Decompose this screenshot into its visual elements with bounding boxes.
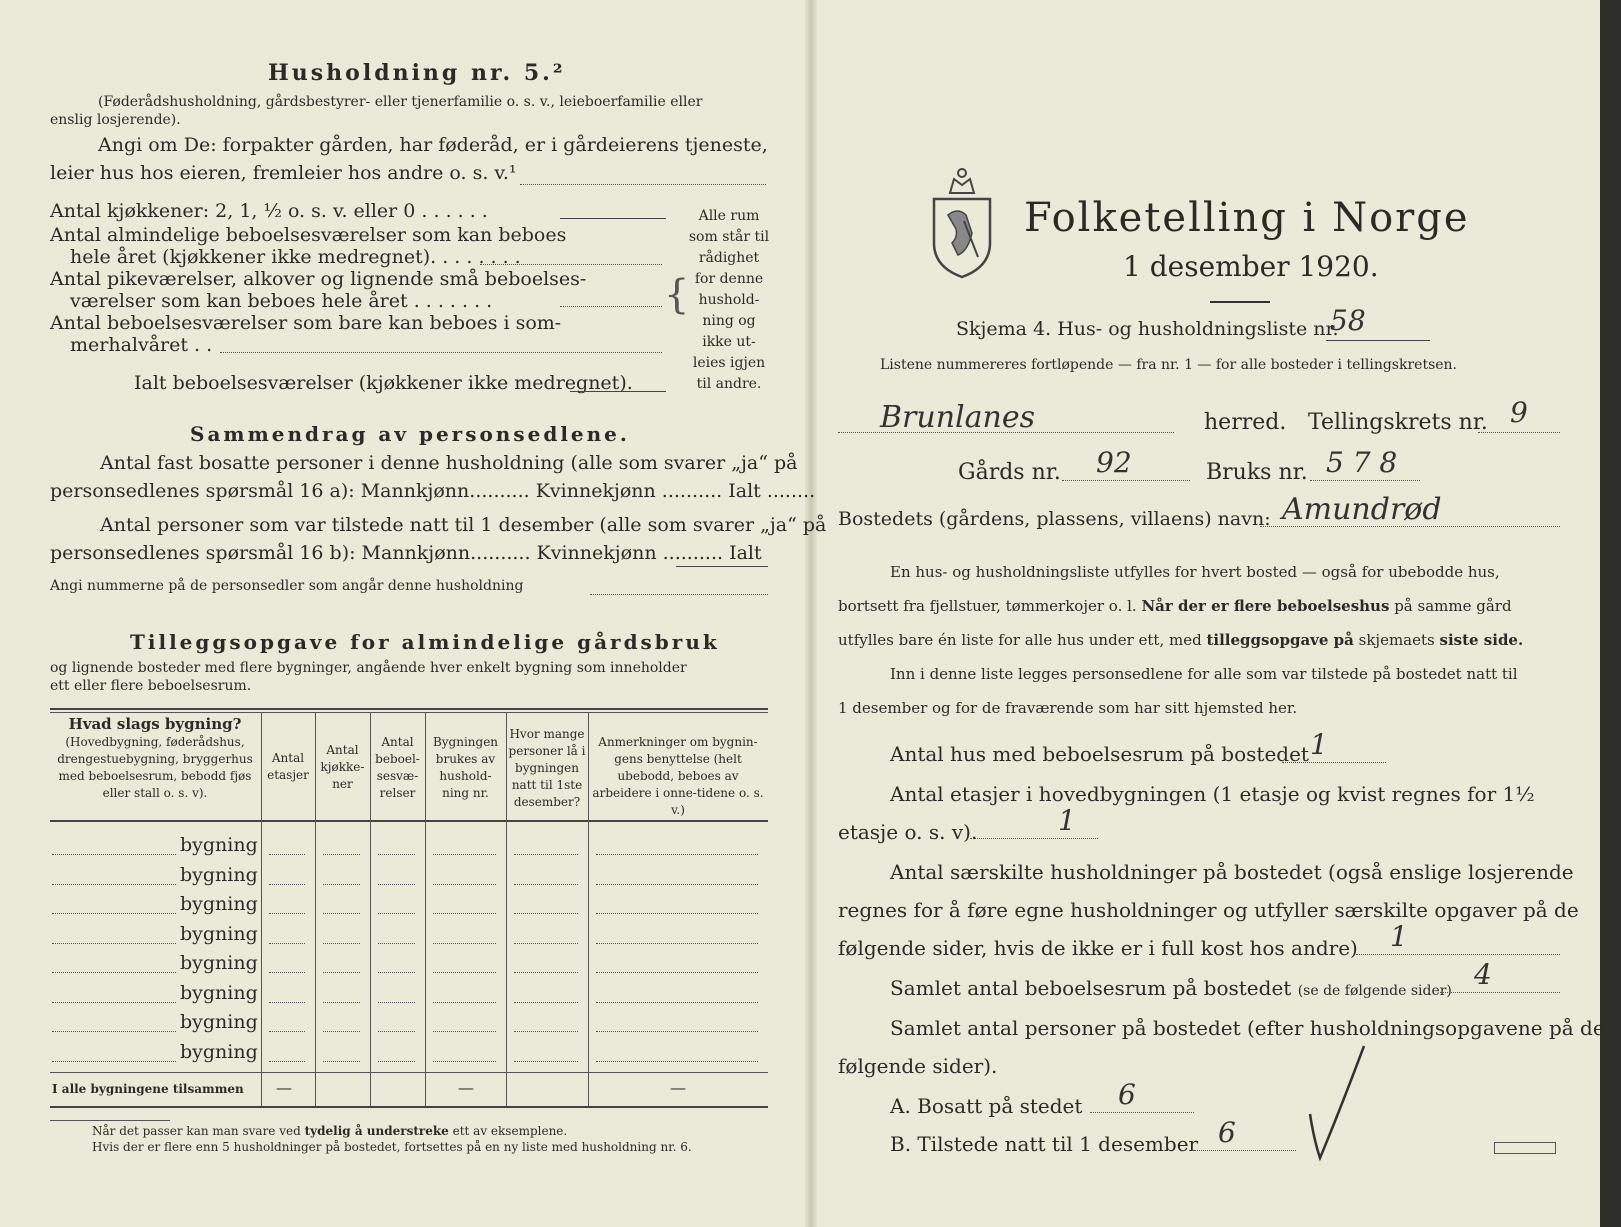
building-cell-line[interactable] (378, 884, 415, 885)
footnote-1-c: ett av eksemplene. (452, 1124, 568, 1138)
building-cell-line[interactable] (269, 972, 305, 973)
summary-line-3: Antal personer som var tilstede natt til 1 desember (alle som svarer „ja“ på (100, 514, 827, 536)
building-cell-line[interactable] (514, 1002, 578, 1003)
building-cell-line[interactable] (269, 884, 305, 885)
tellingskrets-line (1478, 432, 1560, 433)
building-cell-line[interactable] (269, 943, 305, 944)
col-header-building-type-title: Hvad slags bygning? (68, 715, 242, 733)
houses-label: Antal hus med beboelsesrum på bostedet (890, 742, 1309, 766)
building-cell-line[interactable] (378, 943, 415, 944)
bosted-label: Bostedets (gårdens, plassens, villaens) navn: (838, 508, 1271, 530)
building-name-line[interactable] (52, 854, 176, 855)
total-remarks-dash: — (670, 1078, 686, 1097)
persons-label-2: følgende sider). (838, 1054, 998, 1078)
ordinary-rooms-answer-line[interactable] (480, 264, 662, 265)
instructions-line-5: 1 desember og for de fraværende som har sitt hjemsted her. (838, 699, 1298, 717)
building-cell-line[interactable] (596, 854, 758, 855)
building-cell-line[interactable] (514, 884, 578, 885)
households-label-2: regnes for å føre egne husholdninger og utfyller særskilte opgaver på de (838, 898, 1579, 922)
ordinary-rooms-label-1: Antal almindelige beboelsesværelser som kan beboes (50, 224, 567, 246)
rooms-side-note: Alle rum som står til rådighet for denne hushold-ning og ikke ut-leies igjen til andre. (688, 208, 770, 392)
building-cell-line[interactable] (596, 1031, 758, 1032)
total-used-by-dash: — (458, 1078, 474, 1097)
total-rooms-right-label-a: Samlet antal beboelsesrum på bostedet (890, 976, 1292, 1000)
scan-edge (1600, 0, 1621, 1227)
household-heading: Husholdning nr. 5.² (268, 60, 566, 86)
tellingskrets-label: Tellingskrets nr. (1308, 410, 1488, 435)
building-cell-line[interactable] (596, 884, 758, 885)
table-total-label: I alle bygningene tilsammen (52, 1082, 244, 1096)
title-rule (1210, 301, 1270, 303)
form-date: 1 desember 1920. (1123, 250, 1379, 283)
norway-coat-of-arms-icon (928, 163, 996, 281)
col-header-remarks: Anmerkninger om bygnin-gens benyttelse (helt ubebodd, beboes av arbeidere i onne-tidene o. s. v.) (592, 735, 764, 817)
schema-label: Skjema 4. Hus- og husholdningsliste nr. (956, 318, 1339, 340)
col-header-floors: Antal etasjer (267, 751, 309, 782)
summary-line-5: Angi nummerne på de personsedler som angår denne husholdning (50, 578, 524, 594)
building-cell-line[interactable] (433, 1031, 496, 1032)
maid-rooms-label-2: værelser som kan beboes hele året . . . . . . . (70, 290, 493, 312)
building-cell-line[interactable] (378, 1002, 415, 1003)
building-cell-line[interactable] (323, 943, 360, 944)
table-header-rule (50, 820, 768, 822)
supplement-note-2: ett eller flere beboelsesrum. (50, 678, 252, 694)
bosted-value[interactable]: Amundrød (1282, 492, 1442, 527)
building-cell-line[interactable] (514, 854, 578, 855)
answer-line[interactable] (520, 184, 766, 185)
households-label-3: følgende sider, hvis de ikke er i full kost hos andre) (838, 936, 1358, 960)
col-header-rooms: Antal beboel-sesvæ-relser (375, 735, 420, 800)
household-question-2: leier hus hos eieren, fremleier hos andre o. s. v.¹ (50, 162, 517, 184)
building-row-label: bygning (180, 922, 258, 945)
building-cell-line[interactable] (433, 972, 496, 973)
building-cell-line[interactable] (514, 1031, 578, 1032)
supplement-note-1: og lignende bosteder med flere bygninger, angående hver enkelt bygning som inneholder (50, 660, 687, 676)
maid-rooms-answer-line[interactable] (560, 306, 662, 307)
households-value[interactable]: 1 (1390, 920, 1408, 953)
instructions-line-2-b: Når der er flere beboelseshus (1141, 597, 1390, 615)
instructions-line-3-c: skjemaets (1358, 631, 1435, 649)
total-rooms-label: Ialt beboelsesværelser (kjøkkener ikke medregnet). (134, 372, 633, 394)
kitchens-answer-line[interactable] (560, 218, 666, 219)
building-cell-line[interactable] (514, 943, 578, 944)
table-bottom-rule (50, 1106, 768, 1108)
houses-value[interactable]: 1 (1310, 728, 1328, 761)
building-name-line[interactable] (52, 1061, 176, 1062)
households-label-1: Antal særskilte husholdninger på bostedet (også enslige losjerende (890, 860, 1574, 884)
houses-line (1282, 762, 1386, 763)
gards-value[interactable]: 92 (1096, 446, 1132, 479)
building-cell-line[interactable] (323, 854, 360, 855)
building-cell-line[interactable] (514, 913, 578, 914)
kitchens-label: Antal kjøkkener: 2, 1, ½ o. s. v. eller 0 . . . . . . (50, 200, 488, 222)
table-col-rule (588, 712, 589, 1106)
floors-label-2: etasje o. s. v). (838, 820, 978, 844)
herred-value[interactable]: Brunlanes (880, 400, 1035, 435)
household-note-1: (Føderådshusholdning, gårdsbestyrer- eller tjenerfamilie o. s. v., leieboerfamilie eller (98, 94, 703, 110)
present-value[interactable]: 6 (1218, 1116, 1236, 1149)
schema-note: Listene nummereres fortløpende — fra nr. 1 — for alle bosteder i tellingskretsen. (880, 357, 1458, 373)
present-line (1192, 1150, 1296, 1151)
building-name-line[interactable] (52, 1002, 176, 1003)
list-number-line (1326, 340, 1430, 341)
table-top-rule (50, 708, 768, 710)
building-cell-line[interactable] (323, 1061, 360, 1062)
table-top-rule-2 (50, 712, 768, 713)
building-cell-line[interactable] (378, 854, 415, 855)
building-cell-line[interactable] (269, 1031, 305, 1032)
building-name-line[interactable] (52, 884, 176, 885)
building-cell-line[interactable] (323, 972, 360, 973)
instructions-line-1: En hus- og husholdningsliste utfylles for hvert bosted — også for ubebodde hus, (890, 563, 1500, 581)
resident-line (1090, 1112, 1194, 1113)
building-cell-line[interactable] (269, 1002, 305, 1003)
building-row-label: bygning (180, 952, 258, 974)
building-cell-line[interactable] (378, 1061, 415, 1062)
building-row-label: bygning (180, 863, 258, 886)
present-label: B. Tilstede natt til 1 desember (890, 1132, 1199, 1156)
building-cell-line[interactable] (378, 1031, 415, 1032)
building-cell-line[interactable] (269, 913, 305, 914)
gards-line (1062, 480, 1190, 481)
summary-line-4: personsedlenes spørsmål 16 b): Mannkjønn.......... Kvinnekjønn .......... Ialt (50, 542, 762, 564)
building-name-line[interactable] (52, 1031, 176, 1032)
page-fold (805, 0, 817, 1227)
tellingskrets-value[interactable]: 9 (1510, 396, 1528, 429)
building-cell-line[interactable] (433, 1061, 496, 1062)
resident-value[interactable]: 6 (1118, 1078, 1136, 1111)
total-rooms-right-line (1440, 992, 1560, 993)
summer-rooms-answer-line[interactable] (220, 352, 662, 353)
building-cell-line[interactable] (596, 1002, 758, 1003)
building-name-line[interactable] (52, 943, 176, 944)
total-rooms-right-label (890, 976, 1452, 1000)
summary-line-2: personsedlenes spørsmål 16 a): Mannkjønn.......... Kvinnekjønn .......... Ialt ........ (50, 480, 816, 502)
persons-label-1: Samlet antal personer på bostedet (efter husholdningsopgavene på de (890, 1016, 1605, 1040)
households-line (1356, 954, 1560, 955)
col-header-building-type (52, 716, 258, 802)
building-row-label: bygning (180, 1011, 258, 1033)
col-header-building-type-note: (Hovedbygning, føderådshus, drengestuebygning, bryggerhus med beboelsesrum, bebodd fjøs eller stall o. s. v). (57, 735, 253, 800)
summary-line-1: Antal fast bosatte personer i denne husholdning (alle som svarer „ja“ på (100, 452, 798, 474)
building-row-label: bygning (180, 1040, 258, 1063)
form-title: Folketelling i Norge (1024, 195, 1470, 241)
building-name-line[interactable] (52, 913, 176, 914)
gards-label: Gårds nr. (958, 460, 1061, 485)
instructions-line-4: Inn i denne liste legges personsedlene for alle som var tilstede på bostedet natt til (890, 665, 1518, 683)
building-cell-line[interactable] (323, 884, 360, 885)
summary-heading: Sammendrag av personsedlene. (190, 422, 630, 446)
building-cell-line[interactable] (323, 913, 360, 914)
footnote-1-b: tydelig å understreke (304, 1124, 449, 1138)
present-total-line[interactable] (676, 566, 768, 567)
instructions-line-2 (838, 597, 1512, 615)
col-header-persons: Hvor mange personer lå i bygningen natt til 1ste desember? (508, 727, 586, 809)
building-cell-line[interactable] (596, 913, 758, 914)
brace: { (664, 272, 690, 318)
summer-rooms-label-1: Antal beboelsesværelser som bare kan beboes i som- (50, 312, 562, 334)
floors-label-1: Antal etasjer i hovedbygningen (1 etasje og kvist regnes for 1½ (890, 782, 1535, 806)
herred-line (838, 432, 1174, 433)
footnote-rule (50, 1120, 170, 1121)
summer-rooms-label-2: merhalvåret . . (70, 334, 213, 356)
household-note-2: enslig losjerende). (50, 112, 181, 128)
list-number-value[interactable]: 58 (1330, 304, 1366, 337)
herred-label: herred. (1204, 410, 1287, 435)
building-cell-line[interactable] (323, 1031, 360, 1032)
building-cell-line[interactable] (323, 1002, 360, 1003)
supplement-heading: Tilleggsopgave for almindelige gårdsbruk (130, 630, 720, 654)
building-cell-line[interactable] (433, 913, 496, 914)
building-cell-line[interactable] (433, 884, 496, 885)
building-row-label: bygning (180, 893, 258, 915)
footnote-1 (92, 1124, 567, 1138)
total-rooms-right-value[interactable]: 4 (1474, 958, 1492, 991)
col-header-kitchens: Antal kjøkke-ner (320, 743, 365, 791)
floors-line (970, 838, 1098, 839)
ordinary-rooms-label-2: hele året (kjøkkener ikke medregnet). . . . . . . . (70, 246, 521, 268)
building-cell-line[interactable] (378, 972, 415, 973)
table-total-rule (50, 1072, 768, 1073)
instructions-line-3-d: siste side. (1439, 631, 1524, 649)
footnote-2: Hvis der er flere enn 5 husholdninger på bostedet, fortsettes på en ny liste med husholdning nr. 6. (92, 1140, 692, 1154)
building-name-line[interactable] (52, 972, 176, 973)
floors-value[interactable]: 1 (1058, 804, 1076, 837)
instructions-line-2-c: på samme gård (1394, 597, 1512, 615)
building-cell-line[interactable] (514, 972, 578, 973)
maid-rooms-label-1: Antal pikeværelser, alkover og lignende små beboelses- (50, 268, 587, 290)
bruks-line (1310, 480, 1420, 481)
building-row-label: bygning (180, 981, 258, 1004)
total-rooms-right-label-b: (se de følgende sider) (1297, 983, 1452, 999)
check-mark-icon (1300, 1040, 1370, 1170)
bosted-line (1260, 526, 1560, 527)
building-cell-line[interactable] (514, 1061, 578, 1062)
building-cell-line[interactable] (596, 972, 758, 973)
building-cell-line[interactable] (596, 943, 758, 944)
building-cell-line[interactable] (596, 1061, 758, 1062)
building-row-label: bygning (180, 834, 258, 856)
numbers-answer-line[interactable] (590, 594, 768, 595)
building-cell-line[interactable] (269, 854, 305, 855)
col-header-used-by: Bygningen brukes av hushold-ning nr. (432, 735, 499, 800)
printer-stamp (1494, 1142, 1556, 1154)
instructions-line-2-a: bortsett fra fjellstuer, tømmerkojer o. l. (838, 597, 1137, 615)
instructions-line-3-b: tilleggsopgave på (1206, 631, 1354, 649)
bruks-value[interactable]: 5 7 8 (1326, 446, 1398, 479)
resident-label: A. Bosatt på stedet (890, 1094, 1083, 1118)
building-cell-line[interactable] (433, 1002, 496, 1003)
household-question-1: Angi om De: forpakter gården, har føderåd, er i gårdeierens tjeneste, (98, 134, 768, 156)
footnote-1-a: Når det passer kan man svare ved (92, 1124, 301, 1138)
instructions-line-3 (838, 631, 1523, 649)
total-floors-dash: — (276, 1078, 292, 1097)
building-cell-line[interactable] (433, 854, 496, 855)
building-cell-line[interactable] (269, 1061, 305, 1062)
total-rooms-answer-line[interactable] (570, 391, 666, 392)
building-cell-line[interactable] (433, 943, 496, 944)
bruks-label: Bruks nr. (1206, 460, 1308, 485)
building-cell-line[interactable] (378, 913, 415, 914)
instructions-line-3-a: utfylles bare én liste for alle hus under ett, med (838, 631, 1202, 649)
